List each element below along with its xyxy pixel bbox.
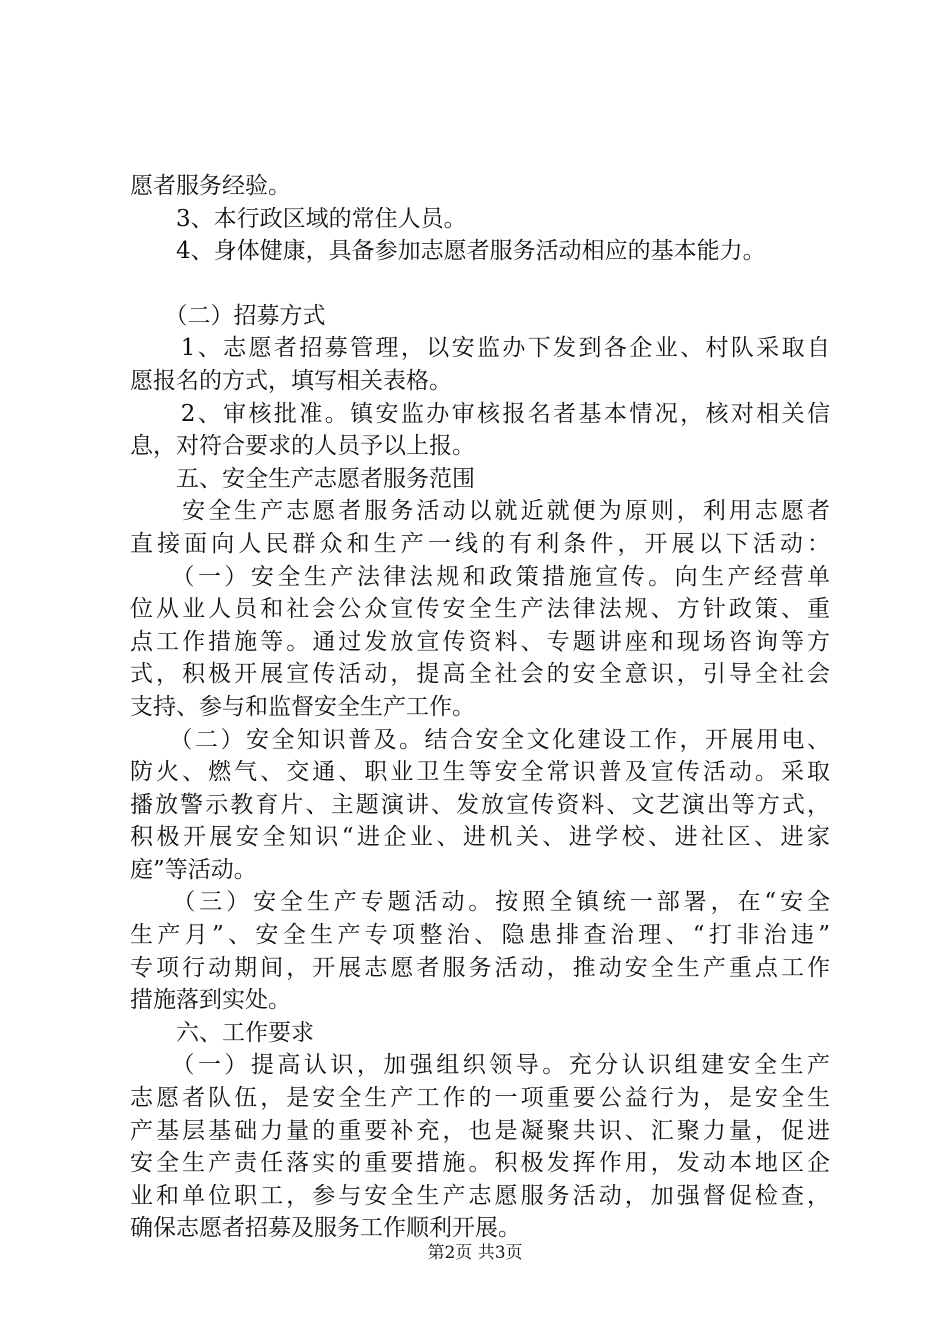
text-line: 庭”等活动。 [130, 856, 257, 883]
text-line: 六、工作要求 [130, 1019, 314, 1046]
text-line: （一）提高认识，加强组织领导。充分认识组建安全生产 [130, 1052, 830, 1079]
text-line: 五、安全生产志愿者服务范围 [130, 465, 475, 492]
text-line: 3、本行政区域的常住人员。 [130, 205, 467, 232]
text-line: 业和单位职工，参与安全生产志愿服务活动，加强督促检查， [130, 1182, 830, 1209]
text-line: 确保志愿者招募及服务工作顺利开展。 [130, 1215, 521, 1242]
text-line: 直接面向人民群众和生产一线的有利条件，开展以下活动： [130, 530, 830, 557]
text-line: 防火、燃气、交通、职业卫生等安全常识普及宣传活动。采取 [130, 759, 830, 786]
page-footer: 第2页 共3页 [427, 1243, 523, 1263]
text-line: 4、身体健康，具备参加志愿者服务活动相应的基本能力。 [130, 238, 766, 265]
text-line: （一）安全生产法律法规和政策措施宣传。向生产经营单 [130, 563, 830, 590]
text-line: 式，积极开展宣传活动，提高全社会的安全意识，引导全社会 [130, 661, 830, 688]
document-body [130, 170, 830, 1245]
blank-line [130, 268, 830, 300]
text-line: 2、审核批准。镇安监办审核报名者基本情况，核对相关信 [130, 400, 830, 427]
text-line: （二）安全知识普及。结合安全文化建设工作，开展用电、 [130, 726, 830, 753]
text-line: 支持、参与和监督安全生产工作。 [130, 693, 475, 720]
text-line: 播放警示教育片、主题演讲、发放宣传资料、文艺演出等方式， [130, 791, 830, 818]
text-line: 愿报名的方式，填写相关表格。 [130, 367, 452, 394]
text-line: 生产月”、安全生产专项整治、隐患排查治理、“打非治违” [130, 922, 830, 949]
text-line: 产基层基础力量的重要补充，也是凝聚共识、汇聚力量，促进 [130, 1117, 830, 1144]
text-line: 措施落到实处。 [130, 987, 291, 1014]
text-line: 积极开展安全知识“进企业、进机关、进学校、进社区、进家 [130, 824, 830, 851]
text-line: 1、志愿者招募管理，以安监办下发到各企业、村队采取自 [130, 335, 830, 362]
text-line: 息，对符合要求的人员予以上报。 [130, 433, 475, 460]
text-line: 专项行动期间，开展志愿者服务活动，推动安全生产重点工作 [130, 954, 830, 981]
text-line: （二）招募方式 [130, 302, 326, 329]
text-line: 点工作措施等。通过发放宣传资料、专题讲座和现场咨询等方 [130, 628, 830, 655]
text-line: （三）安全生产专题活动。按照全镇统一部署，在“安全 [130, 889, 830, 916]
text-line: 安全生产责任落实的重要措施。积极发挥作用，发动本地区企 [130, 1150, 830, 1177]
text-line: 愿者服务经验。 [130, 173, 291, 199]
text-line: 安全生产志愿者服务活动以就近就便为原则，利用志愿者 [130, 498, 830, 525]
text-line: 志愿者队伍，是安全生产工作的一项重要公益行为，是安全生 [130, 1085, 830, 1112]
text-line: 位从业人员和社会公众宣传安全生产法律法规、方针政策、重 [130, 596, 830, 623]
